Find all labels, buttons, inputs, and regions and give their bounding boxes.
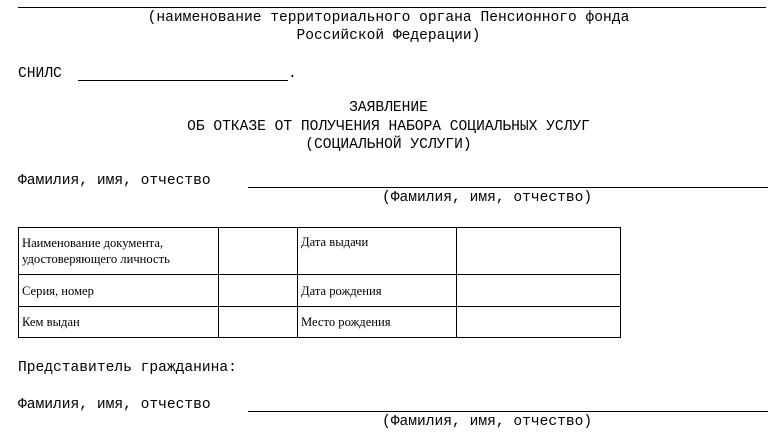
representative-fio-field[interactable] — [248, 411, 768, 412]
org-name-line[interactable] — [18, 7, 766, 8]
snils-field[interactable] — [78, 80, 288, 81]
birth-place-value[interactable] — [457, 307, 621, 338]
birth-date-label: Дата рождения — [298, 275, 457, 307]
issue-date-label: Дата выдачи — [298, 228, 457, 275]
citizen-fio-label: Фамилия, имя, отчество — [18, 173, 211, 189]
doc-name-label: Наименование документа, удостоверяющего личность — [19, 228, 219, 275]
table-row — [19, 275, 621, 307]
identity-document-table — [18, 227, 621, 338]
table-row — [19, 228, 621, 275]
document-title-line3: (СОЦИАЛЬНОЙ УСЛУГИ) — [305, 137, 472, 153]
org-name-caption-line2: Российской Федерации) — [296, 28, 481, 44]
series-number-label: Серия, номер — [19, 275, 219, 307]
citizen-fio-caption: (Фамилия, имя, отчество) — [382, 190, 593, 206]
issue-date-value[interactable] — [457, 228, 621, 275]
representative-heading: Представитель гражданина: — [18, 360, 237, 376]
issued-by-value[interactable] — [219, 307, 298, 338]
issued-by-label: Кем выдан — [19, 307, 219, 338]
doc-name-value[interactable] — [219, 228, 298, 275]
series-number-value[interactable] — [219, 275, 298, 307]
birth-place-label: Место рождения — [298, 307, 457, 338]
document-title-line2: ОБ ОТКАЗЕ ОТ ПОЛУЧЕНИЯ НАБОРА СОЦИАЛЬНЫХ УСЛУГ — [187, 119, 590, 135]
snils-period: . — [288, 66, 297, 82]
document-title: ЗАЯВЛЕНИЕ — [349, 100, 428, 116]
representative-fio-caption: (Фамилия, имя, отчество) — [382, 414, 593, 430]
representative-fio-label: Фамилия, имя, отчество — [18, 397, 211, 413]
citizen-fio-field[interactable] — [248, 187, 768, 188]
snils-label: СНИЛС — [18, 66, 62, 82]
table-row — [19, 307, 621, 338]
org-name-caption-line1: (наименование территориального органа Пенсионного фонда — [147, 10, 630, 26]
birth-date-value[interactable] — [457, 275, 621, 307]
